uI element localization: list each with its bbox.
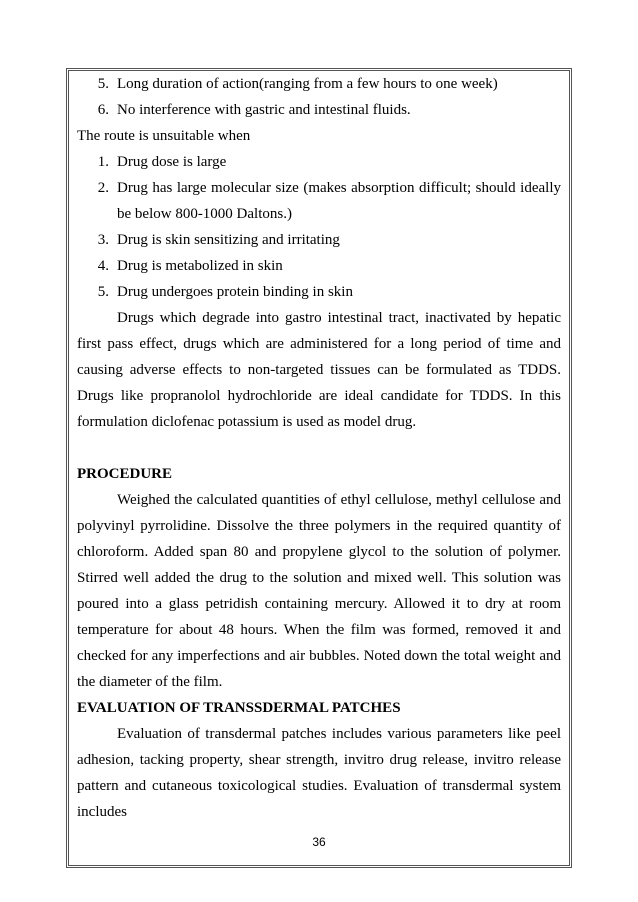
list-item-text: Drug dose is large	[117, 154, 227, 170]
list-item	[77, 279, 561, 305]
list-item-number: 1.	[97, 154, 109, 170]
list-item	[77, 97, 561, 123]
page-content	[77, 71, 561, 825]
list-item	[77, 227, 561, 253]
procedure-paragraph: Weighed the calculated quantities of ethyl cellulose, methyl cellulose and polyvinyl pyrrolidine. Dissolve the three polymers in the required quantity of chloroform. Added span 80 and propylene glycol to the solution of polymer. Stirred well added the drug to the solution and mixed well. This solution was poured into a glass petridish containing mercury. Allowed it to dry at room temperature for about 48 hours. When the film was formed, removed it and checked for any imperfections and air bubbles. Noted down the total weight and the diameter of the film.	[77, 492, 561, 690]
list-item-text: Drug has large molecular size (makes absorption difficult; should ideally be below 800-1000 Daltons.)	[117, 180, 561, 222]
procedure-heading: PROCEDURE	[77, 466, 173, 482]
list-item	[77, 175, 561, 227]
list-item-number: 2.	[97, 180, 109, 196]
list-item-number: 6.	[97, 102, 109, 118]
list-item-text: Drug undergoes protein binding in skin	[117, 284, 353, 300]
list-item	[77, 71, 561, 97]
list-item-number: 5.	[97, 284, 109, 300]
evaluation-paragraph: Evaluation of transdermal patches includes various parameters like peel adhesion, tacking property, shear strength, invitro drug release, invitro release pattern and cutaneous toxicological studies. Evaluation of transdermal system includes	[77, 726, 561, 820]
list-item-text: Long duration of action(ranging from a few hours to one week)	[117, 76, 498, 92]
list-item-text: Drug is skin sensitizing and irritating	[117, 232, 340, 248]
list-item-text: Drug is metabolized in skin	[117, 258, 283, 274]
list-item-number: 5.	[97, 76, 109, 92]
list-item	[77, 253, 561, 279]
paragraph-drugs: Drugs which degrade into gastro intestinal tract, inactivated by hepatic first pass effect, drugs which are administered for a long period of time and causing adverse effects to non-targeted tissues can be formulated as TDDS. Drugs like propranolol hydrochloride are ideal candidate for TDDS. In this formulation diclofenac potassium is used as model drug.	[77, 310, 561, 430]
evaluation-heading: EVALUATION OF TRANSSDERMAL PATCHES	[77, 700, 401, 716]
list-item-number: 4.	[97, 258, 109, 274]
page-number: 36	[312, 835, 326, 849]
list-item-text: No interference with gastric and intestinal fluids.	[117, 102, 411, 118]
spacer	[77, 435, 561, 461]
list-item-number: 3.	[97, 232, 109, 248]
unsuitable-intro: The route is unsuitable when	[77, 128, 251, 144]
list-item	[77, 149, 561, 175]
